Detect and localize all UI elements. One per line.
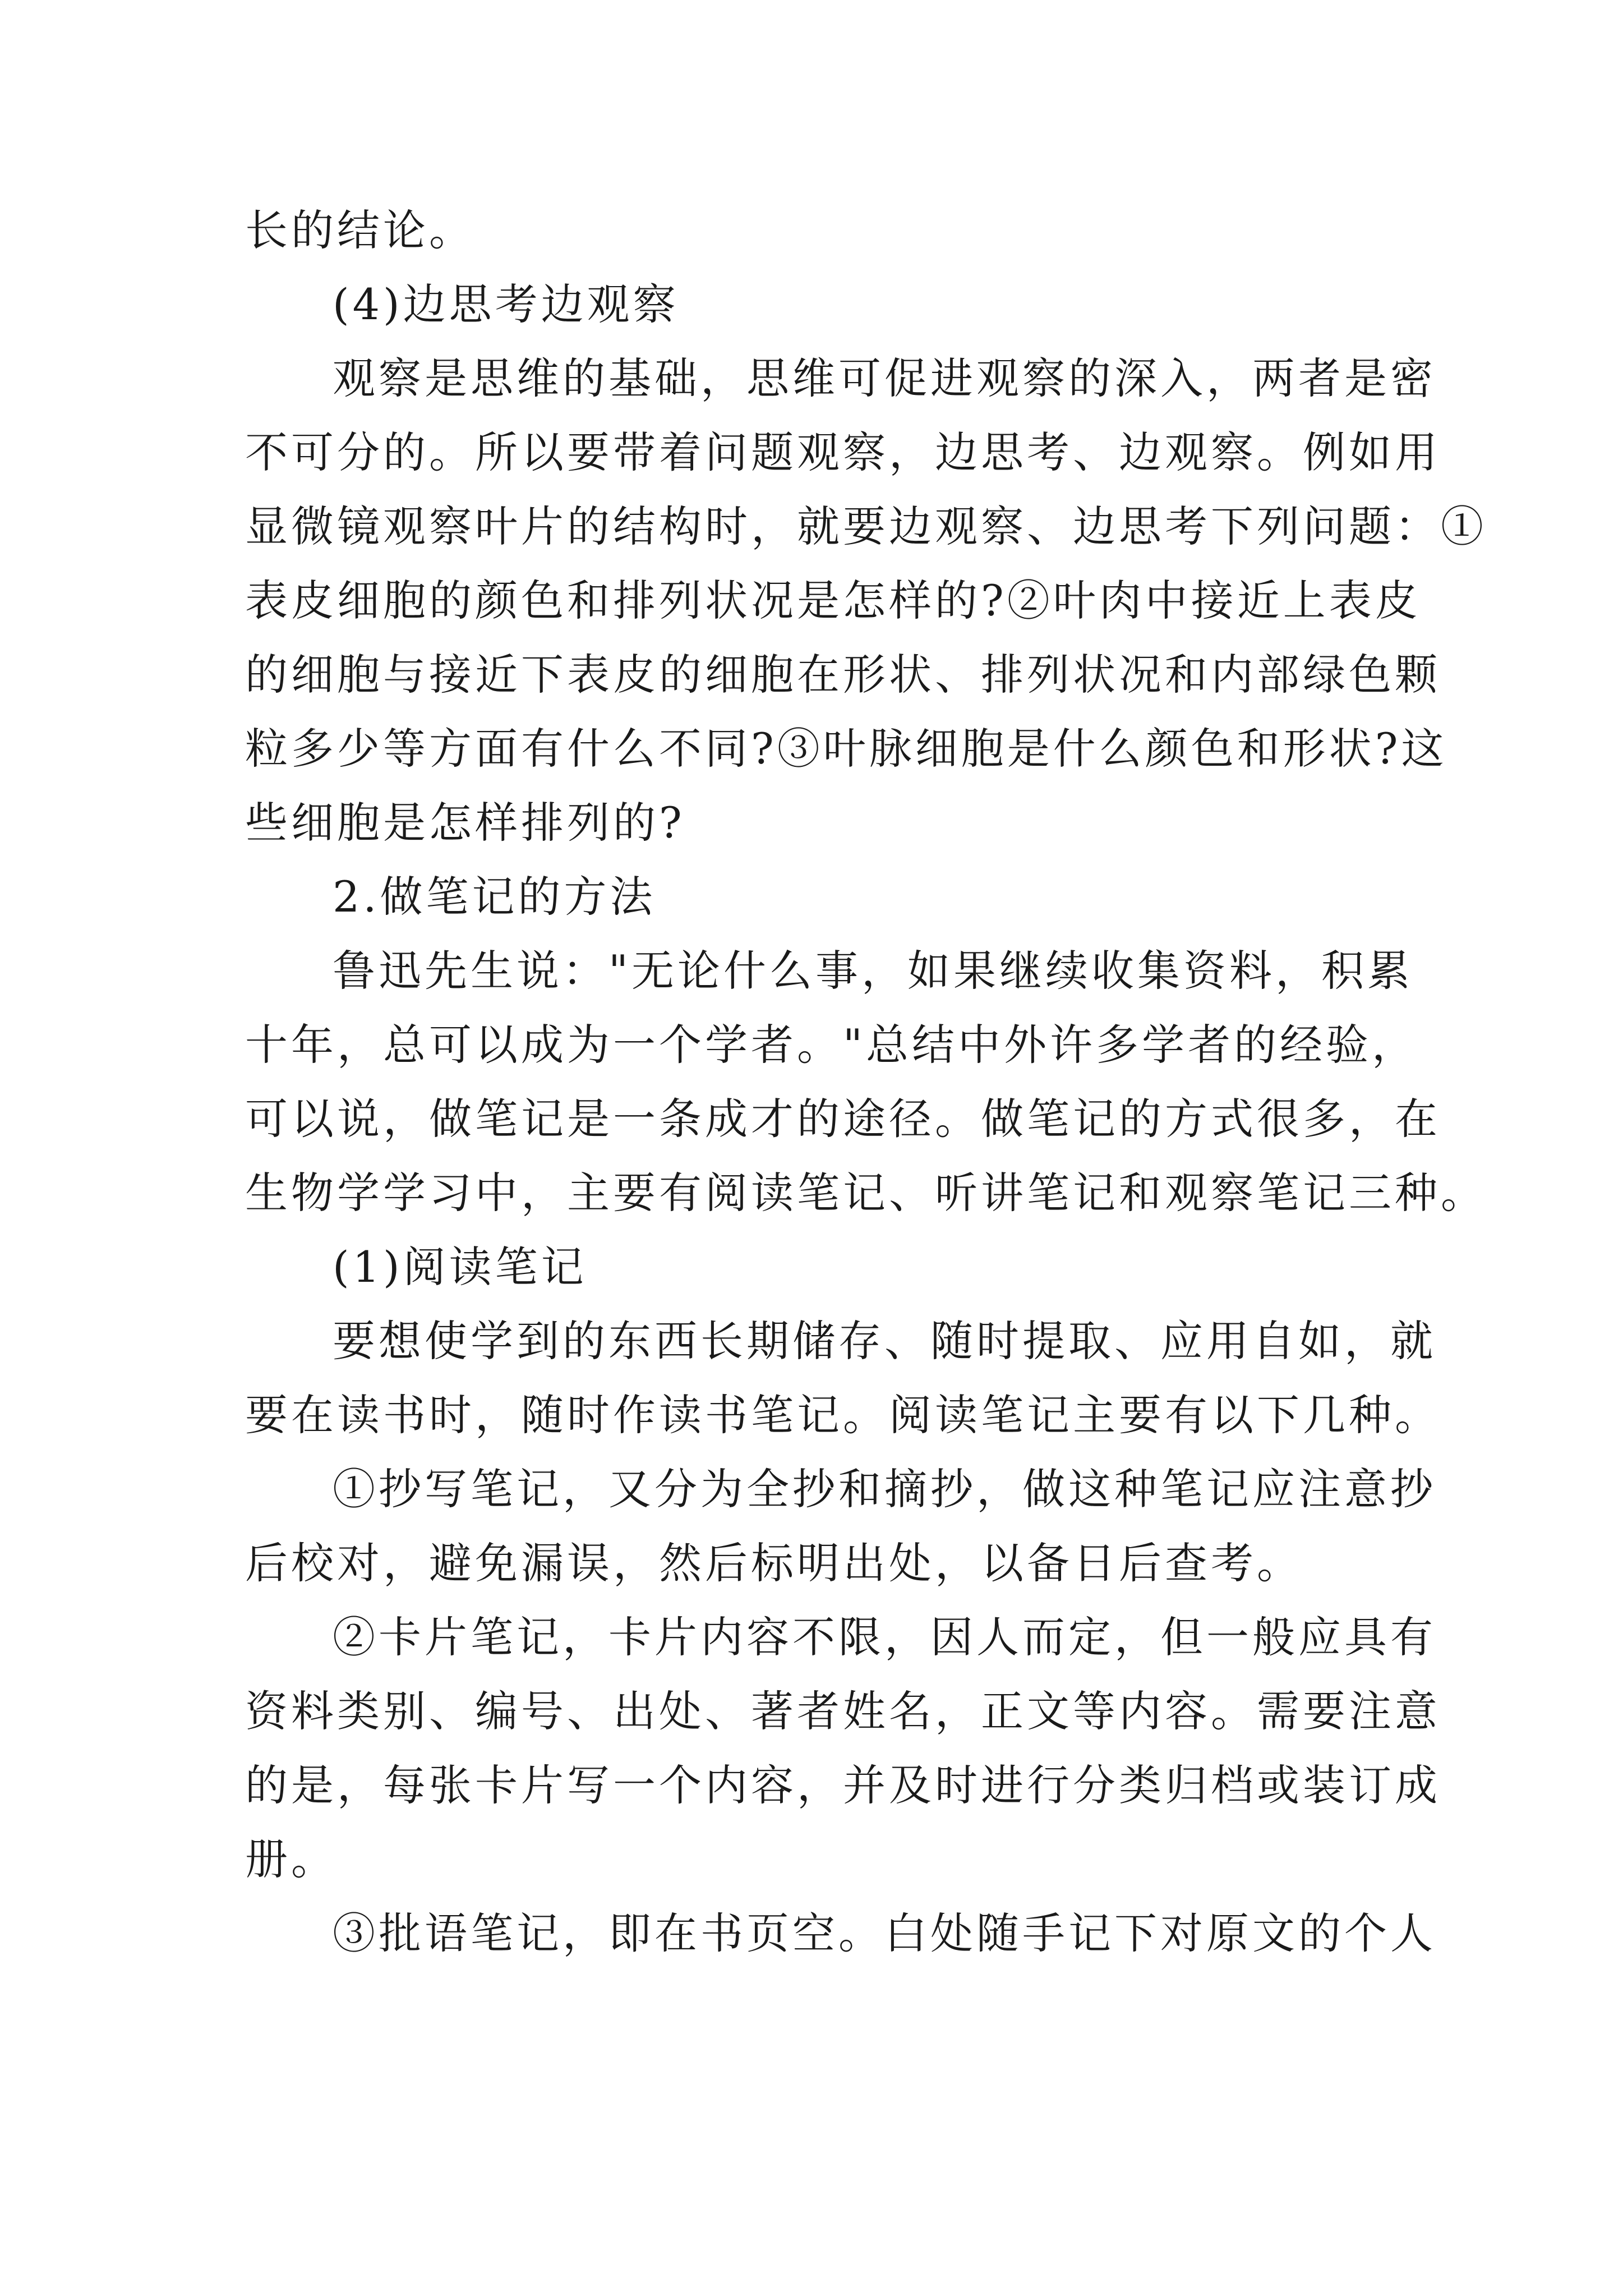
text-line: (1)阅读笔记 <box>333 1242 587 1292</box>
text-line: 不可分的。所以要带着问题观察，边思考、边观察。例如用 <box>245 427 1441 477</box>
text-line: ②卡片笔记，卡片内容不限，因人而定，但一般应具有 <box>333 1612 1436 1662</box>
text-line: 资料类别、编号、出处、著者姓名，正文等内容。需要注意 <box>245 1686 1441 1736</box>
text-line: (4)边思考边观察 <box>333 279 679 329</box>
text-line: 粒多少等方面有什么不同?③叶脉细胞是什么颜色和形状?这 <box>245 724 1447 774</box>
text-line: 2.做笔记的方法 <box>333 872 656 922</box>
text-line: 后校对，避免漏误，然后标明出处，以备日后查考。 <box>245 1538 1303 1588</box>
text-line: 要在读书时，随时作读书笔记。阅读笔记主要有以下几种。 <box>245 1390 1441 1440</box>
text-line: 的是，每张卡片写一个内容，并及时进行分类归档或装订成 <box>245 1760 1441 1810</box>
text-line: 可以说，做笔记是一条成才的途径。做笔记的方式很多，在 <box>245 1094 1441 1144</box>
document-body <box>245 194 1487 1971</box>
text-line: 观察是思维的基础，思维可促进观察的深入，两者是密 <box>333 353 1436 403</box>
text-line: 册。 <box>245 1834 337 1884</box>
text-line: 生物学学习中，主要有阅读笔记、听讲笔记和观察笔记三种。 <box>245 1168 1487 1218</box>
text-line: 显微镜观察叶片的结构时，就要边观察、边思考下列问题：① <box>245 501 1487 551</box>
text-line: 的细胞与接近下表皮的细胞在形状、排列状况和内部绿色颗 <box>245 650 1441 700</box>
text-line: 要想使学到的东西长期储存、随时提取、应用自如，就 <box>333 1316 1436 1366</box>
text-line: ③批语笔记，即在书页空。白处随手记下对原文的个人 <box>333 1908 1436 1958</box>
text-line: 长的结论。 <box>245 205 475 255</box>
text-line: 表皮细胞的颜色和排列状况是怎样的?②叶肉中接近上表皮 <box>245 576 1421 625</box>
text-line: ①抄写笔记，又分为全抄和摘抄，做这种笔记应注意抄 <box>333 1464 1436 1514</box>
text-line: 些细胞是怎样排列的? <box>245 798 685 848</box>
text-line: 鲁迅先生说："无论什么事，如果继续收集资料，积累 <box>333 946 1413 996</box>
text-line: 十年，总可以成为一个学者。"总结中外许多学者的经验， <box>245 1020 1418 1070</box>
